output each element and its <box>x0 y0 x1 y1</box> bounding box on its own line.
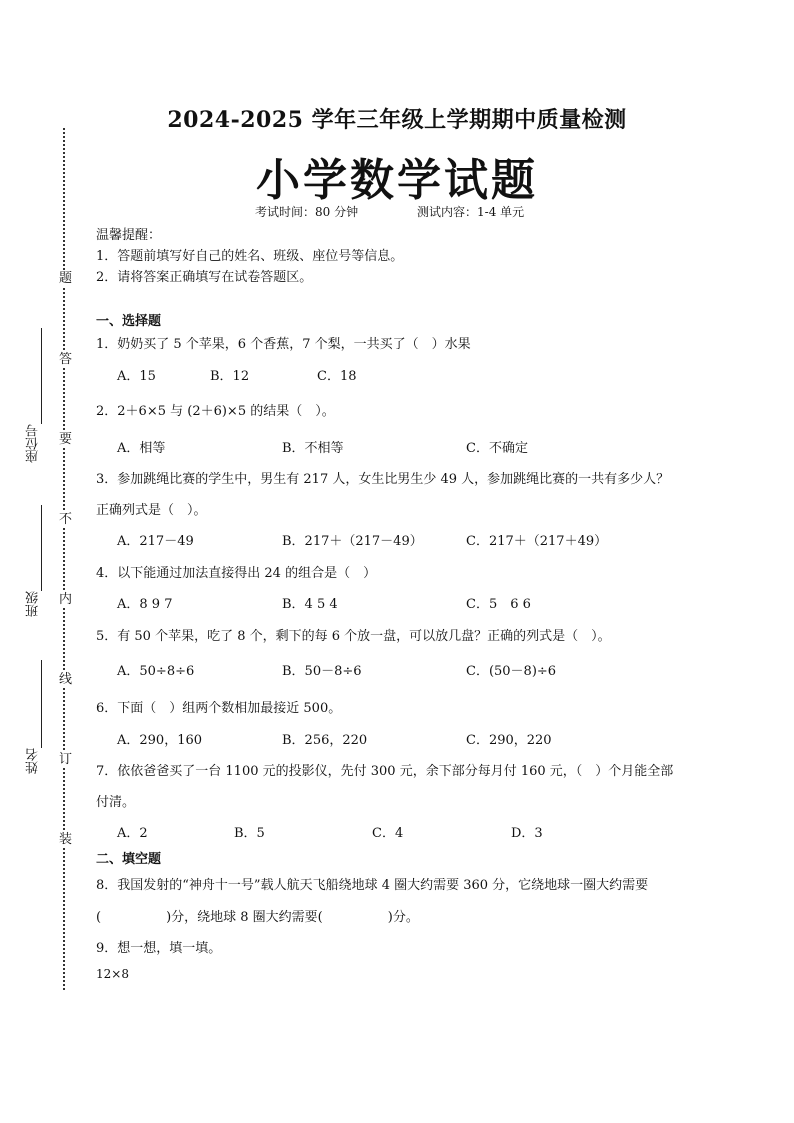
choice-option[interactable]: A．50÷8÷6 <box>117 664 195 679</box>
choice-option[interactable]: C．5 6 6 <box>466 597 531 612</box>
choice-option[interactable]: C．18 <box>317 369 357 384</box>
name-field[interactable] <box>41 660 42 748</box>
choice-option[interactable]: A．290，160 <box>117 733 203 748</box>
choice-option[interactable]: B．50－8÷6 <box>282 664 362 679</box>
class-field[interactable] <box>41 505 42 591</box>
question-stem-line2: 正确列式是（ ）。 <box>96 503 207 518</box>
name-label: 姓名 <box>26 748 41 774</box>
choice-option[interactable]: C．(50－8)÷6 <box>466 664 557 679</box>
choice-option[interactable]: B．256，220 <box>282 733 368 748</box>
seal-char: 不 <box>59 512 73 527</box>
choice-option[interactable]: B．12 <box>210 369 250 384</box>
choice-option[interactable]: A．2 <box>117 826 148 841</box>
choice-option[interactable]: C．不确定 <box>466 441 528 456</box>
binding-dotted-line <box>63 128 65 990</box>
term-title: 2024-2025 学年三年级上学期期中质量检测 <box>167 107 627 133</box>
question-stem: 2．2＋6×5 与 (2＋6)×5 的结果（ ）。 <box>96 404 335 419</box>
expression: 12×8 <box>96 967 129 981</box>
notice-item: 1．答题前填写好自己的姓名、班级、座位号等信息。 <box>96 249 404 264</box>
seal-char: 装 <box>59 832 73 847</box>
question-stem: 6．下面（ ）组两个数相加最接近 500。 <box>96 701 342 716</box>
choice-option[interactable]: C．290，220 <box>466 733 552 748</box>
question-stem: 5．有 50 个苹果，吃了 8 个，剩下的每 6 个放一盘，可以放几盘？正确的列式是（ ）。 <box>96 629 611 644</box>
choice-option[interactable]: A．217－49 <box>117 534 194 549</box>
class-label: 班级 <box>26 591 41 617</box>
question-stem: 1．奶奶买了 5 个苹果，6 个香蕉，7 个梨，一共买了（ ）水果 <box>96 337 471 352</box>
notice-item: 2．请将答案正确填写在试卷答题区。 <box>96 270 313 285</box>
seal-char: 要 <box>59 432 73 447</box>
question-stem: 3．参加跳绳比赛的学生中，男生有 217 人，女生比男生少 49 人，参加跳绳比赛的一共有多少人？ <box>96 472 670 487</box>
choice-option[interactable]: C．4 <box>372 826 404 841</box>
seal-char: 内 <box>59 592 73 607</box>
seat-number-label: 座位号 <box>26 424 41 463</box>
choice-option[interactable]: B．5 <box>234 826 265 841</box>
question-stem: 7．依依爸爸买了一台 1100 元的投影仪，先付 300 元，余下部分每月付 160 元，（ ）个月能全部 <box>96 764 674 779</box>
choice-option[interactable]: A．15 <box>117 369 156 384</box>
main-title: 小学数学试题 <box>256 155 538 206</box>
seal-char: 订 <box>59 752 73 767</box>
choice-option[interactable]: D．3 <box>511 826 543 841</box>
question-stem: 9．想一想，填一填。 <box>96 941 222 956</box>
question-stem: 4．以下能通过加法直接得出 24 的组合是（ ） <box>96 566 377 581</box>
choice-option[interactable]: B．不相等 <box>282 441 344 456</box>
seal-char: 题 <box>59 271 73 286</box>
choice-option[interactable]: A．相等 <box>117 441 166 456</box>
question-stem-line2: ( )分，绕地球 8 圈大约需要( )分。 <box>96 910 419 925</box>
question-stem: 8．我国发射的“神舟十一号”载人航天飞船绕地球 4 圈大约需要 360 分，它绕地球一圈大约需要 <box>96 878 649 893</box>
choice-option[interactable]: B．4 5 4 <box>282 597 338 612</box>
exam-content: 测试内容：1-4 单元 <box>417 205 525 219</box>
choice-option[interactable]: A．8 9 7 <box>117 597 173 612</box>
choice-option[interactable]: B．217＋（217－49） <box>282 534 423 549</box>
section-title: 一、选择题 <box>96 314 162 329</box>
seal-char: 线 <box>59 672 73 687</box>
choice-option[interactable]: C．217＋（217＋49） <box>466 534 608 549</box>
seat-number-field[interactable] <box>41 328 42 424</box>
notice-title: 温馨提醒： <box>96 228 162 243</box>
section-title: 二、填空题 <box>96 852 162 867</box>
seal-char: 答 <box>59 352 73 367</box>
exam-time: 考试时间：80 分钟 <box>255 205 359 219</box>
question-stem-line2: 付清。 <box>96 795 136 810</box>
